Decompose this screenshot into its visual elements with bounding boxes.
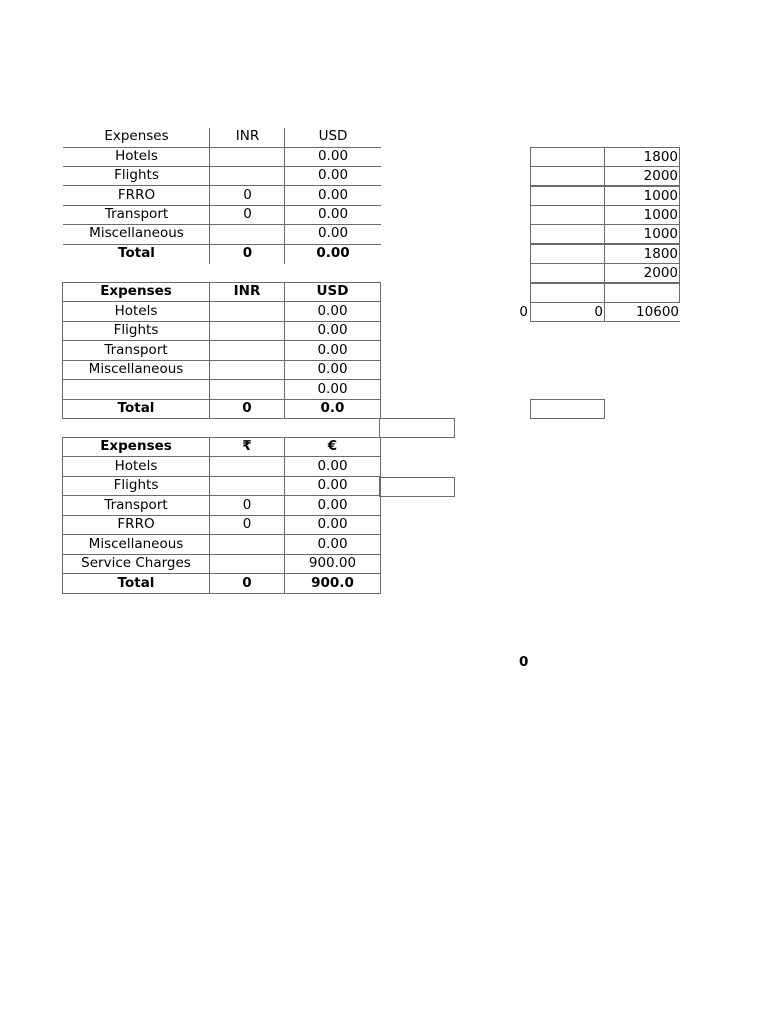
total-label: Total: [63, 399, 210, 418]
row-euro: 0.00: [317, 515, 348, 532]
row-inr: [210, 224, 285, 243]
row-rupee: [210, 554, 285, 573]
table-row: [62, 360, 381, 380]
row-usd: 0.00: [317, 205, 349, 222]
row-label: FRRO: [117, 186, 156, 203]
row-euro: 0.00: [317, 496, 348, 513]
table-row: [62, 515, 381, 535]
row-label: Hotels: [115, 147, 158, 164]
row-label: Miscellaneous: [89, 224, 184, 241]
empty-cell: [530, 224, 605, 244]
row-label: [63, 380, 210, 399]
table-row: [63, 166, 381, 185]
table-header-row: [63, 127, 381, 146]
empty-cell: [379, 477, 455, 497]
empty-cell: [530, 263, 605, 283]
value: 2000: [643, 265, 678, 281]
row-rupee: [210, 535, 285, 554]
value-cell: [604, 263, 680, 283]
table-row: [63, 224, 381, 243]
empty-cell: [379, 418, 455, 438]
empty-cell: [530, 147, 605, 167]
row-inr: [210, 147, 285, 166]
row-inr: [210, 341, 285, 360]
header-usd: USD: [318, 127, 348, 144]
row-euro: 0.00: [317, 457, 348, 474]
row-label: Flights: [114, 166, 159, 183]
value: 1800: [643, 246, 678, 262]
table-row: [62, 341, 381, 361]
value-cell: [604, 186, 680, 206]
total-euro: 900.0: [311, 574, 354, 591]
total-inr: 0: [210, 399, 285, 418]
row-euro: 900.00: [308, 554, 357, 571]
total-usd: 0.00: [316, 244, 350, 261]
value-cell: [604, 283, 680, 303]
total-row: [62, 574, 381, 594]
header-expenses: Expenses: [104, 127, 169, 144]
row-label: Transport: [63, 496, 210, 515]
row-inr: [210, 380, 285, 399]
value: 2000: [643, 168, 678, 184]
table-row: [62, 554, 381, 574]
row-rupee: 0: [210, 515, 285, 534]
header-inr: INR: [235, 127, 260, 144]
total-inr: 0: [242, 244, 253, 261]
total-rupee: 0: [210, 574, 285, 593]
total-label: Total: [63, 574, 210, 593]
row-euro: 0.00: [317, 476, 348, 493]
empty-cell: [530, 166, 605, 186]
row-usd: 0.00: [317, 186, 349, 203]
header-rupee: ₹: [210, 438, 285, 456]
value-cell: [604, 224, 680, 244]
total-usd: 0.0: [320, 399, 345, 416]
value-cell: [604, 166, 680, 186]
table-row: [62, 535, 381, 555]
total-row: [62, 399, 381, 419]
row-euro: 0.00: [317, 535, 348, 552]
row-label: Service Charges: [63, 554, 210, 573]
row-usd: 0.00: [317, 321, 348, 338]
total-label: Total: [118, 244, 155, 261]
total-row: [63, 244, 381, 263]
header-expenses: Expenses: [63, 283, 210, 301]
table-row: [63, 205, 381, 224]
value: 1000: [643, 188, 678, 204]
right-total-mid: 0: [594, 304, 603, 320]
total-cell: [530, 302, 605, 322]
table-header-row: [62, 282, 381, 302]
table-row: [63, 147, 381, 166]
empty-cell: [530, 186, 605, 206]
table-row: [62, 476, 381, 496]
value: 1000: [643, 226, 678, 242]
header-usd: USD: [316, 283, 349, 299]
row-usd: 0.00: [317, 224, 349, 241]
row-label: Miscellaneous: [63, 360, 210, 379]
table-row: [63, 186, 381, 205]
value-cell: [604, 205, 680, 225]
header-expenses: Expenses: [63, 438, 210, 456]
value: 1000: [643, 207, 678, 223]
row-label: Miscellaneous: [63, 535, 210, 554]
row-inr: 0: [243, 205, 252, 222]
row-inr: [210, 166, 285, 185]
loose-value: 0: [519, 654, 529, 670]
header-inr: INR: [210, 283, 285, 301]
value: 1800: [643, 149, 678, 165]
table-row: [62, 302, 381, 322]
table-header-row: [62, 437, 381, 457]
empty-cell: [530, 399, 605, 419]
row-inr: [210, 302, 285, 321]
header-euro: €: [327, 438, 338, 454]
empty-cell: [530, 283, 605, 303]
right-total-left: 0: [519, 304, 528, 320]
row-usd: 0.00: [317, 166, 349, 183]
row-usd: 0.00: [317, 380, 348, 397]
row-label: Hotels: [63, 457, 210, 476]
row-rupee: [210, 476, 285, 495]
empty-cell: [530, 244, 605, 264]
empty-cell: [530, 205, 605, 225]
row-label: Transport: [63, 341, 210, 360]
row-usd: 0.00: [317, 302, 348, 319]
row-usd: 0.00: [317, 147, 349, 164]
table-row: [62, 380, 381, 400]
row-label: Flights: [63, 321, 210, 340]
total-cell: [604, 302, 680, 322]
value-cell: [604, 147, 680, 167]
right-total-sum: 10600: [636, 304, 679, 320]
row-usd: 0.00: [317, 341, 348, 358]
row-rupee: 0: [210, 496, 285, 515]
row-usd: 0.00: [317, 360, 348, 377]
row-label: Transport: [104, 205, 169, 222]
table-row: [62, 496, 381, 516]
table-row: [62, 457, 381, 477]
row-label: Flights: [63, 476, 210, 495]
row-inr: 0: [243, 186, 252, 203]
row-inr: [210, 360, 285, 379]
value-cell: [604, 244, 680, 264]
table-row: [62, 321, 381, 341]
row-inr: [210, 321, 285, 340]
row-label: Hotels: [63, 302, 210, 321]
row-label: FRRO: [63, 515, 210, 534]
row-rupee: [210, 457, 285, 476]
